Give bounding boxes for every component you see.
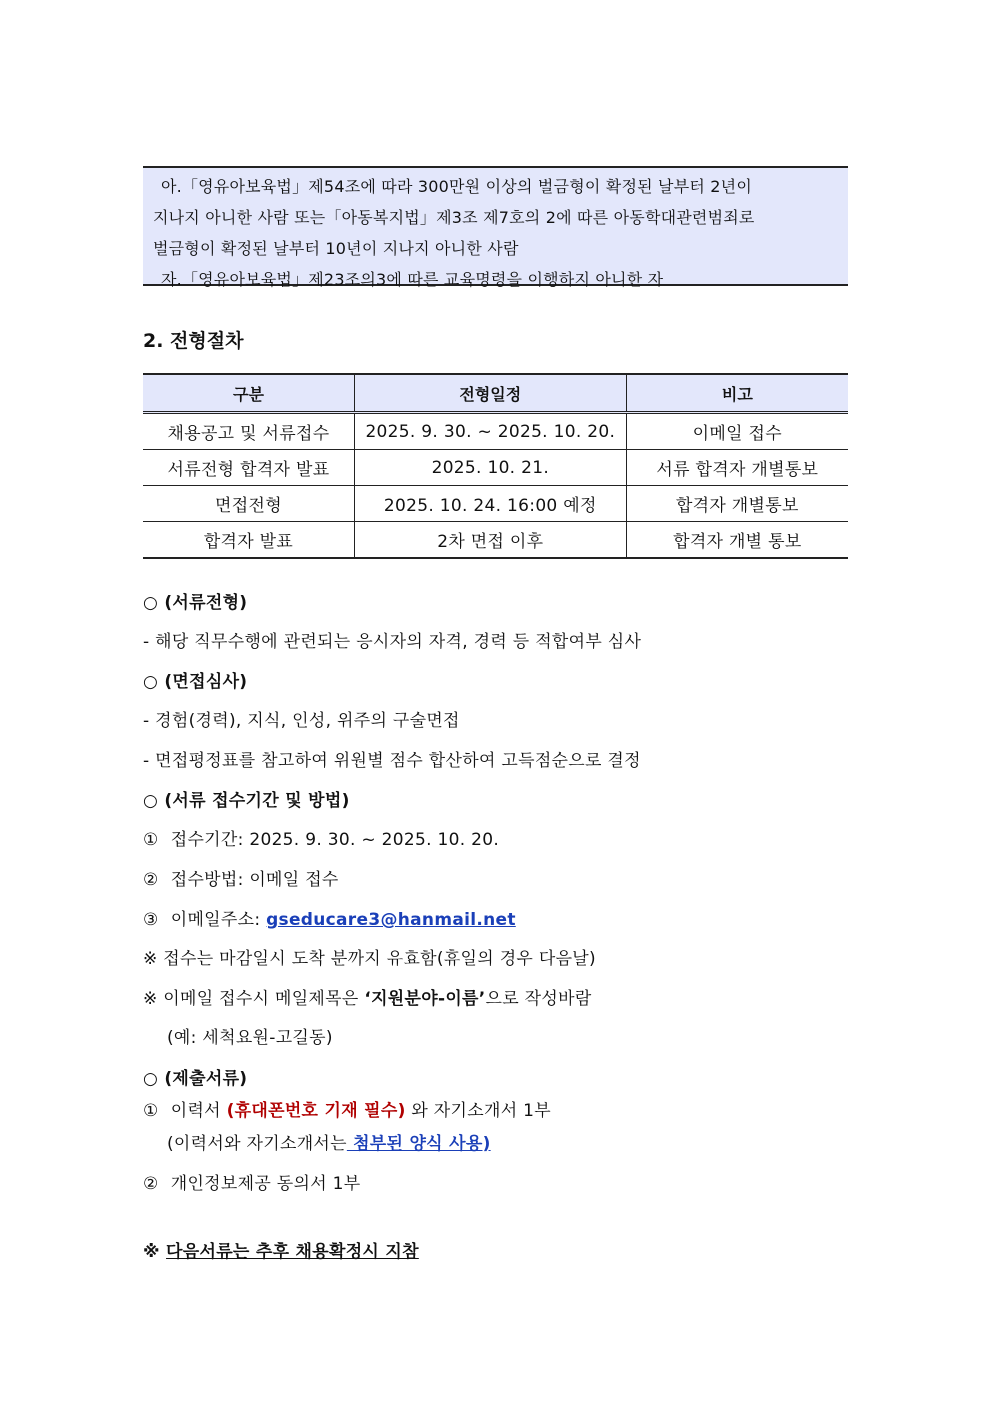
note-2-prefix: ※ 이메일 접수시 메일제목은 (143, 989, 365, 1009)
cell-category: 면접전형 (143, 486, 354, 522)
header-schedule: 전형일정 (354, 374, 626, 413)
application-heading: ○ (서류 접수기간 및 방법) (143, 791, 350, 811)
item-1-sub-prefix: (이력서와 자기소개서는 (167, 1134, 347, 1154)
application-note-1: ※ 접수는 마감일시 도착 분까지 유효함(휴일의 경우 다음날) (143, 949, 596, 969)
cell-remarks: 이메일 접수 (626, 413, 848, 450)
application-method-text: 접수방법: 이메일 접수 (170, 870, 339, 890)
email-label: 이메일주소: (170, 910, 267, 930)
number-marker: ② (143, 1174, 159, 1194)
email-link[interactable]: gseducare3@hanmail.net (266, 910, 516, 930)
notice-line-b: 자.「영유아보육법」제23조의3에 따른 교육명령을 이행하지 아니한 자 (161, 270, 664, 289)
header-remarks: 비고 (626, 374, 848, 413)
attached-form-link[interactable]: 첨부된 양식 사용) (346, 1134, 491, 1154)
number-marker: ① (143, 1101, 159, 1121)
note-2-subject-format: ‘지원분야-이름’ (364, 989, 486, 1009)
header-category: 구분 (143, 374, 354, 413)
application-email (143, 905, 516, 930)
interview-item-2: - 면접평정표를 참고하여 위원별 점수 합산하여 고득점순으로 결정 (143, 751, 641, 771)
footer-note-text: 다음서류는 추후 채용확정시 지참 (166, 1242, 419, 1262)
item-1-suffix: 와 자기소개서 1부 (405, 1101, 551, 1121)
section-title: 2. 전형절차 (143, 330, 244, 352)
cell-schedule: 2025. 10. 24. 16:00 예정 (354, 486, 626, 522)
document-screening-item: - 해당 직무수행에 관련되는 응시자의 자격, 경력 등 적합여부 심사 (143, 632, 642, 652)
documents-item-1 (143, 1096, 551, 1121)
number-marker: ③ (143, 910, 159, 930)
documents-item-1-sub (167, 1129, 491, 1154)
documents-item-2 (143, 1169, 360, 1194)
table-row (143, 413, 848, 450)
document-screening-heading: ○ (서류전형) (143, 593, 248, 613)
table-row (143, 450, 848, 486)
note-2-suffix: 으로 작성바람 (485, 989, 592, 1009)
interview-item-1: - 경험(경력), 지식, 인성, 위주의 구술면접 (143, 711, 460, 731)
number-marker: ② (143, 870, 159, 890)
notice-line-a-cont1: 지나지 아니한 사람 또는「아동복지법」제3조 제7호의 2에 따른 아동학대관련범죄로 (153, 208, 755, 227)
application-period-text: 접수기간: 2025. 9. 30. ~ 2025. 10. 20. (170, 830, 500, 850)
cell-schedule: 2025. 10. 21. (354, 450, 626, 486)
cell-remarks: 합격자 개별 통보 (626, 522, 848, 559)
table-row (143, 522, 848, 559)
application-method (143, 865, 339, 890)
table-row (143, 486, 848, 522)
application-note-2 (143, 984, 592, 1009)
application-note-2-example: (예: 세척요원-고길동) (167, 1028, 333, 1048)
documents-heading: ○ (제출서류) (143, 1069, 248, 1089)
cell-category: 채용공고 및 서류접수 (143, 413, 354, 450)
disqualification-notice-box (143, 166, 848, 289)
item-2-text: 개인정보제공 동의서 1부 (170, 1174, 361, 1194)
notice-line-a-cont2: 벌금형이 확정된 날부터 10년이 지나지 아니한 사람 (153, 239, 519, 258)
cell-remarks: 합격자 개별통보 (626, 486, 848, 522)
cell-category: 서류전형 합격자 발표 (143, 450, 354, 486)
footer-note-marker: ※ (143, 1242, 167, 1262)
phone-required-note: (휴대폰번호 기재 필수) (226, 1101, 406, 1121)
cell-schedule: 2차 면접 이후 (354, 522, 626, 559)
footer-note (143, 1237, 419, 1262)
table-header-row (143, 374, 848, 413)
application-period (143, 825, 499, 850)
selection-process-table (143, 373, 848, 559)
interview-heading: ○ (면접심사) (143, 672, 248, 692)
cell-category: 합격자 발표 (143, 522, 354, 559)
item-1-prefix: 이력서 (170, 1101, 227, 1121)
cell-schedule: 2025. 9. 30. ~ 2025. 10. 20. (354, 413, 626, 450)
number-marker: ① (143, 830, 159, 850)
notice-line-a: 아.「영유아보육법」제54조에 따라 300만원 이상의 벌금형이 확정된 날부터 2년이 (161, 177, 752, 196)
cell-remarks: 서류 합격자 개별통보 (626, 450, 848, 486)
